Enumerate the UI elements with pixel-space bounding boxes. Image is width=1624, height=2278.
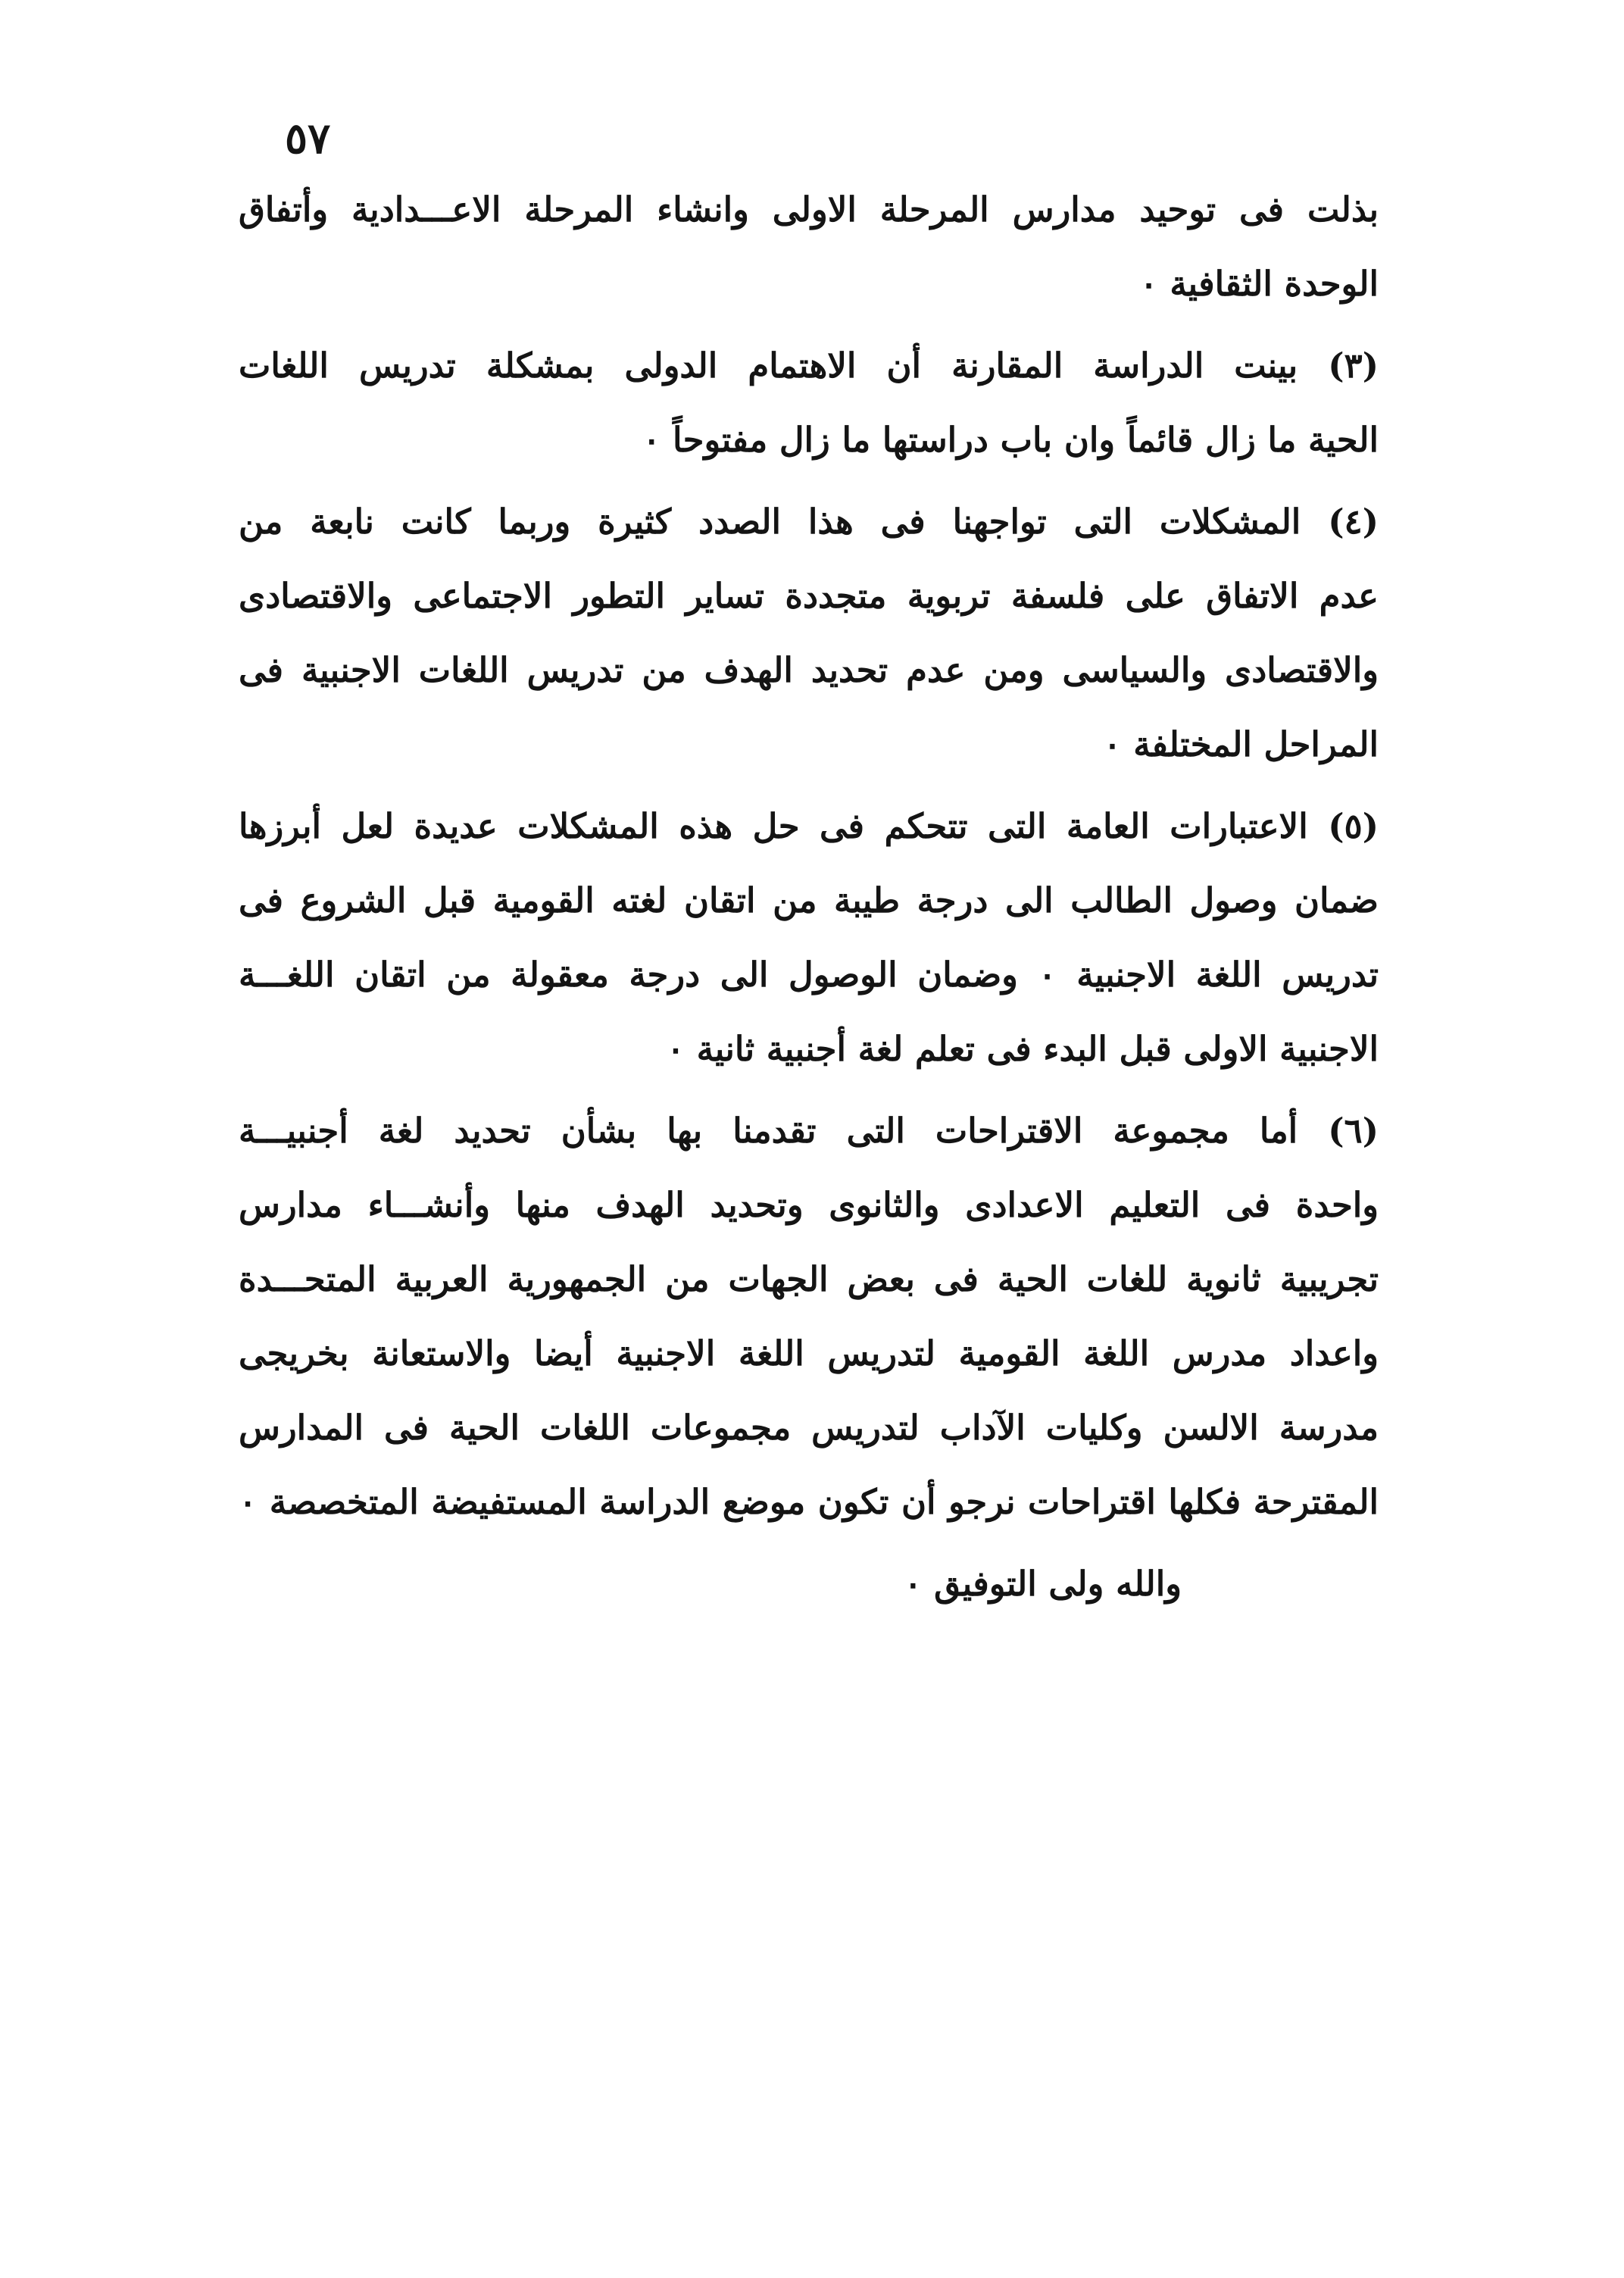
text-line: تدريس اللغة الاجنبية ٠ وضمان الوصول الى درجة معقولة من اتقان اللغـــة (239, 955, 1379, 995)
text-line: تجريبية ثانوية للغات الحية فى بعض الجهات من الجمهورية العربية المتحـــدة (239, 1259, 1379, 1299)
text-line: واعداد مدرس اللغة القومية لتدريس اللغة الاجنبية أيضا والاستعانة بخريجى (239, 1333, 1379, 1373)
paragraph-3 (239, 329, 1379, 477)
text-line: (٦) أما مجموعة الاقتراحات التى تقدمنا بها بشأن تحديد لغة أجنبيـــة (239, 1111, 1379, 1151)
paragraph-5 (239, 789, 1379, 1086)
paragraph-4 (239, 485, 1379, 782)
page-number: ٥٧ (285, 114, 331, 164)
text-line: (٤) المشكلات التى تواجهنا فى هذا الصدد كثيرة وربما كانت نابعة من (239, 502, 1379, 542)
text-line: المقترحة فكلها اقتراحات نرجو أن تكون موضع الدراسة المستفيضة المتخصصة ٠ (239, 1482, 1379, 1522)
text-line: (٥) الاعتبارات العامة التى تتحكم فى حل هذه المشكلات عديدة لعل أبرزها (239, 806, 1379, 846)
text-line: مدرسة الالسن وكليات الآداب لتدريس مجموعات اللغات الحية فى المدارس (239, 1408, 1379, 1448)
text-line: والاقتصادى والسياسى ومن عدم تحديد الهدف من تدريس اللغات الاجنبية فى (239, 650, 1379, 690)
paragraph-6 (239, 1094, 1379, 1539)
text-line: والله ولى التوفيق ٠ (904, 1564, 1182, 1604)
text-line: ضمان وصول الطالب الى درجة طيبة من اتقان لغته القومية قبل الشروع فى (239, 880, 1379, 920)
paragraph-continuation (239, 173, 1379, 321)
text-line: الاجنبية الاولى قبل البدء فى تعلم لغة أجنبية ثانية ٠ (666, 1029, 1379, 1069)
body-text (239, 173, 1379, 1629)
text-line: عدم الاتفاق على فلسفة تربوية متجددة تساير التطور الاجتماعى والاقتصادى (239, 576, 1379, 616)
text-line: الحية ما زال قائماً وان باب دراستها ما زال مفتوحاً ٠ (642, 420, 1379, 460)
text-line: الوحدة الثقافية ٠ (1139, 264, 1379, 304)
closing-line (239, 1547, 1379, 1621)
text-line: واحدة فى التعليم الاعدادى والثانوى وتحديد الهدف منها وأنشـــاء مدارس (239, 1185, 1379, 1225)
text-line: بذلت فى توحيد مدارس المرحلة الاولى وانشاء المرحلة الاعـــدادية وأتفاق (239, 189, 1379, 230)
text-line: المراحل المختلفة ٠ (1103, 724, 1379, 764)
text-line: (٣) بينت الدراسة المقارنة أن الاهتمام الدولى بمشكلة تدريس اللغات (239, 345, 1379, 386)
